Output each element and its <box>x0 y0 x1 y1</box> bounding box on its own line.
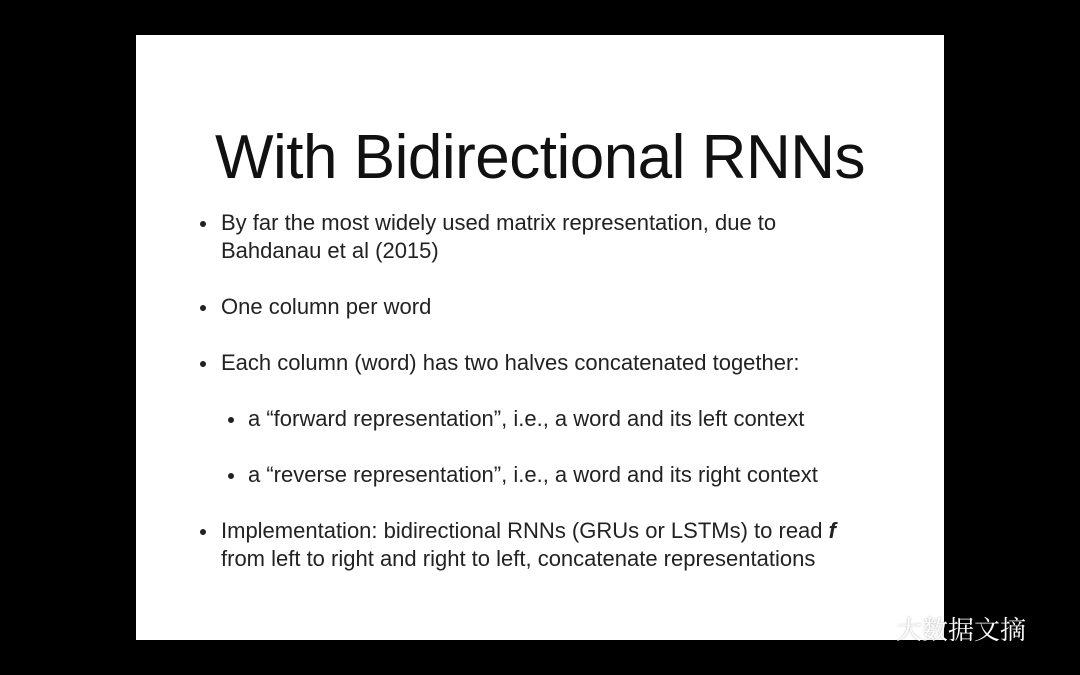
variable-f: f <box>828 518 836 543</box>
bullet-text: from left to right and right to left, concatenate representations <box>221 546 816 571</box>
bullet-text: Each column (word) has two halves concatenated together: <box>221 350 800 375</box>
bullet-text: a “reverse representation”, i.e., a word and its right context <box>248 462 818 487</box>
sub-bullet-item <box>248 405 928 433</box>
wechat-logo-icon <box>852 612 892 644</box>
sub-bullet-dot <box>228 417 234 423</box>
slide <box>136 35 944 640</box>
bullet-text-line <box>221 517 931 545</box>
bullet-dot <box>200 529 206 535</box>
watermark <box>852 608 1026 648</box>
sub-bullet-dot <box>228 473 234 479</box>
bullet-item <box>221 349 921 377</box>
bullet-text: a “forward representation”, i.e., a word and its left context <box>248 406 805 431</box>
bullet-text: By far the most widely used matrix representation, due to <box>221 210 777 235</box>
bullet-text: One column per word <box>221 294 432 319</box>
slide-title: With Bidirectional RNNs <box>214 123 865 192</box>
sub-bullet-item <box>248 461 928 489</box>
watermark-text: 大数据文摘 <box>896 615 1027 646</box>
bullet-dot <box>200 361 206 367</box>
bullet-item <box>221 517 931 573</box>
bullet-item <box>221 209 921 265</box>
bullet-text: Implementation: bidirectional RNNs (GRUs or LSTMs) to read <box>221 518 829 543</box>
bullet-dot <box>200 221 206 227</box>
bullet-item <box>221 293 921 321</box>
bullet-dot <box>200 305 206 311</box>
bullet-text: Bahdanau et al (2015) <box>221 238 439 263</box>
